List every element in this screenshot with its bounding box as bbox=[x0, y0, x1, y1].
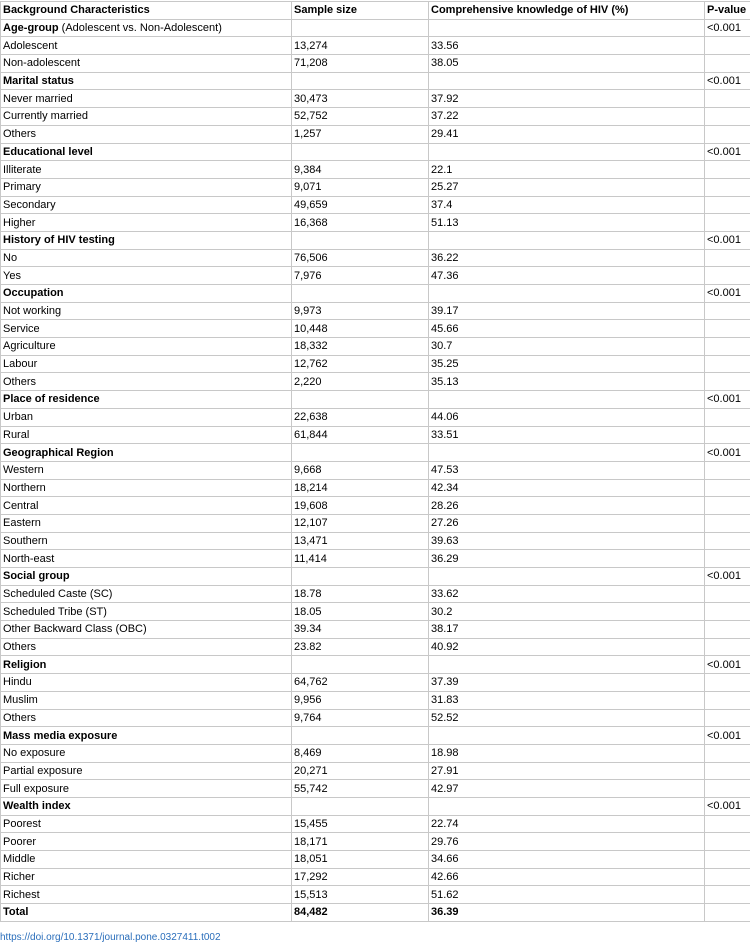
group-header-row bbox=[1, 19, 750, 37]
p-value-cell bbox=[705, 674, 750, 692]
p-value-cell bbox=[705, 214, 750, 232]
knowledge-cell: 51.62 bbox=[429, 886, 705, 904]
table-row bbox=[1, 408, 750, 426]
header-p-value: P-value bbox=[705, 2, 750, 20]
label-cell: Scheduled Tribe (ST) bbox=[1, 603, 292, 621]
sample-size-cell bbox=[292, 72, 429, 90]
label-cell: Adolescent bbox=[1, 37, 292, 55]
label-cell: Total bbox=[1, 904, 292, 922]
sample-size-cell: 9,668 bbox=[292, 461, 429, 479]
sample-size-cell bbox=[292, 19, 429, 37]
sample-size-cell bbox=[292, 444, 429, 462]
knowledge-cell: 40.92 bbox=[429, 638, 705, 656]
p-value-cell bbox=[705, 815, 750, 833]
label-cell: Full exposure bbox=[1, 780, 292, 798]
knowledge-cell: 39.63 bbox=[429, 532, 705, 550]
label-cell: Rural bbox=[1, 426, 292, 444]
table-row bbox=[1, 851, 750, 869]
p-value-cell: <0.001 bbox=[705, 285, 750, 303]
p-value-cell: <0.001 bbox=[705, 231, 750, 249]
label-cell: Yes bbox=[1, 267, 292, 285]
sample-size-cell: 9,973 bbox=[292, 302, 429, 320]
sample-size-cell: 15,513 bbox=[292, 886, 429, 904]
p-value-cell: <0.001 bbox=[705, 19, 750, 37]
p-value-cell bbox=[705, 886, 750, 904]
sample-size-cell: 9,764 bbox=[292, 709, 429, 727]
p-value-cell: <0.001 bbox=[705, 568, 750, 586]
p-value-cell bbox=[705, 408, 750, 426]
doi-link[interactable]: https://doi.org/10.1371/journal.pone.0327411.t002 bbox=[0, 932, 221, 943]
p-value-cell bbox=[705, 90, 750, 108]
group-label-cell bbox=[1, 19, 292, 37]
group-label-cell bbox=[1, 727, 292, 745]
table-row bbox=[1, 497, 750, 515]
p-value-cell bbox=[705, 479, 750, 497]
sample-size-cell: 20,271 bbox=[292, 762, 429, 780]
sample-size-cell: 9,384 bbox=[292, 161, 429, 179]
label-cell: Scheduled Caste (SC) bbox=[1, 585, 292, 603]
label-cell: Primary bbox=[1, 178, 292, 196]
p-value-cell: <0.001 bbox=[705, 797, 750, 815]
label-cell: Higher bbox=[1, 214, 292, 232]
knowledge-cell: 47.36 bbox=[429, 267, 705, 285]
p-value-cell bbox=[705, 178, 750, 196]
label-cell: Middle bbox=[1, 851, 292, 869]
sample-size-cell: 18,051 bbox=[292, 851, 429, 869]
header-sample-size: Sample size bbox=[292, 2, 429, 20]
group-label: Marital status bbox=[3, 75, 74, 88]
p-value-cell bbox=[705, 585, 750, 603]
sample-size-cell: 18.78 bbox=[292, 585, 429, 603]
group-header-row bbox=[1, 231, 750, 249]
group-label: Religion bbox=[3, 658, 47, 671]
knowledge-cell: 37.22 bbox=[429, 108, 705, 126]
sample-size-cell: 30,473 bbox=[292, 90, 429, 108]
sample-size-cell: 64,762 bbox=[292, 674, 429, 692]
table-row bbox=[1, 267, 750, 285]
label-cell: Not working bbox=[1, 302, 292, 320]
sample-size-cell: 18,214 bbox=[292, 479, 429, 497]
knowledge-cell: 30.7 bbox=[429, 338, 705, 356]
sample-size-cell: 2,220 bbox=[292, 373, 429, 391]
sample-size-cell: 15,455 bbox=[292, 815, 429, 833]
group-label: Educational level bbox=[3, 145, 93, 158]
group-label-cell bbox=[1, 231, 292, 249]
sample-size-cell: 9,956 bbox=[292, 691, 429, 709]
knowledge-cell bbox=[429, 444, 705, 462]
sample-size-cell: 7,976 bbox=[292, 267, 429, 285]
knowledge-cell: 51.13 bbox=[429, 214, 705, 232]
sample-size-cell: 49,659 bbox=[292, 196, 429, 214]
p-value-cell bbox=[705, 302, 750, 320]
table-row bbox=[1, 355, 750, 373]
table-row bbox=[1, 55, 750, 73]
group-header-row bbox=[1, 568, 750, 586]
knowledge-cell: 42.66 bbox=[429, 868, 705, 886]
sample-size-cell: 76,506 bbox=[292, 249, 429, 267]
sample-size-cell bbox=[292, 568, 429, 586]
p-value-cell bbox=[705, 550, 750, 568]
group-label: Wealth index bbox=[3, 800, 71, 813]
sample-size-cell: 52,752 bbox=[292, 108, 429, 126]
knowledge-cell: 39.17 bbox=[429, 302, 705, 320]
group-header-row bbox=[1, 285, 750, 303]
table-row bbox=[1, 833, 750, 851]
sample-size-cell: 55,742 bbox=[292, 780, 429, 798]
knowledge-cell: 36.22 bbox=[429, 249, 705, 267]
knowledge-cell: 37.4 bbox=[429, 196, 705, 214]
sample-size-cell: 18,332 bbox=[292, 338, 429, 356]
p-value-cell bbox=[705, 338, 750, 356]
knowledge-cell: 31.83 bbox=[429, 691, 705, 709]
p-value-cell bbox=[705, 320, 750, 338]
sample-size-cell: 1,257 bbox=[292, 125, 429, 143]
knowledge-cell: 38.17 bbox=[429, 621, 705, 639]
p-value-cell bbox=[705, 514, 750, 532]
total-row bbox=[1, 904, 750, 922]
p-value-cell bbox=[705, 355, 750, 373]
knowledge-cell: 33.56 bbox=[429, 37, 705, 55]
sample-size-cell: 13,274 bbox=[292, 37, 429, 55]
label-cell: North-east bbox=[1, 550, 292, 568]
knowledge-cell bbox=[429, 285, 705, 303]
p-value-cell bbox=[705, 125, 750, 143]
label-cell: Labour bbox=[1, 355, 292, 373]
sample-size-cell bbox=[292, 727, 429, 745]
knowledge-cell: 52.52 bbox=[429, 709, 705, 727]
table-row bbox=[1, 90, 750, 108]
table-header-row bbox=[1, 2, 750, 20]
label-cell: Muslim bbox=[1, 691, 292, 709]
knowledge-cell: 42.97 bbox=[429, 780, 705, 798]
p-value-cell bbox=[705, 108, 750, 126]
group-label: Geographical Region bbox=[3, 446, 114, 459]
sample-size-cell: 61,844 bbox=[292, 426, 429, 444]
table-row bbox=[1, 868, 750, 886]
knowledge-cell: 36.39 bbox=[429, 904, 705, 922]
sample-size-cell bbox=[292, 231, 429, 249]
table-row bbox=[1, 514, 750, 532]
sample-size-cell bbox=[292, 391, 429, 409]
p-value-cell: <0.001 bbox=[705, 656, 750, 674]
p-value-cell bbox=[705, 851, 750, 869]
table-row bbox=[1, 108, 750, 126]
knowledge-cell: 42.34 bbox=[429, 479, 705, 497]
p-value-cell bbox=[705, 55, 750, 73]
label-cell: Eastern bbox=[1, 514, 292, 532]
knowledge-cell: 45.66 bbox=[429, 320, 705, 338]
table-row bbox=[1, 815, 750, 833]
table-row bbox=[1, 532, 750, 550]
p-value-cell: <0.001 bbox=[705, 444, 750, 462]
table-row bbox=[1, 178, 750, 196]
label-cell: Richer bbox=[1, 868, 292, 886]
group-label-cell bbox=[1, 72, 292, 90]
label-cell: Partial exposure bbox=[1, 762, 292, 780]
table-row bbox=[1, 320, 750, 338]
p-value-cell bbox=[705, 532, 750, 550]
group-label: History of HIV testing bbox=[3, 234, 115, 247]
p-value-cell bbox=[705, 196, 750, 214]
p-value-cell bbox=[705, 691, 750, 709]
sample-size-cell: 12,107 bbox=[292, 514, 429, 532]
group-label-cell bbox=[1, 444, 292, 462]
group-label: Mass media exposure bbox=[3, 729, 118, 742]
group-header-row bbox=[1, 727, 750, 745]
sample-size-cell bbox=[292, 656, 429, 674]
knowledge-cell: 33.51 bbox=[429, 426, 705, 444]
knowledge-cell: 38.05 bbox=[429, 55, 705, 73]
p-value-cell bbox=[705, 161, 750, 179]
label-cell: Hindu bbox=[1, 674, 292, 692]
p-value-cell bbox=[705, 426, 750, 444]
sample-size-cell: 84,482 bbox=[292, 904, 429, 922]
knowledge-cell bbox=[429, 72, 705, 90]
group-header-row bbox=[1, 797, 750, 815]
table-row bbox=[1, 161, 750, 179]
p-value-cell bbox=[705, 603, 750, 621]
table-row bbox=[1, 550, 750, 568]
sample-size-cell: 13,471 bbox=[292, 532, 429, 550]
label-cell: Never married bbox=[1, 90, 292, 108]
group-note: (Adolescent vs. Non-Adolescent) bbox=[58, 22, 222, 35]
label-cell: Others bbox=[1, 709, 292, 727]
knowledge-cell: 27.26 bbox=[429, 514, 705, 532]
label-cell: Urban bbox=[1, 408, 292, 426]
group-header-row bbox=[1, 656, 750, 674]
p-value-cell: <0.001 bbox=[705, 72, 750, 90]
p-value-cell: <0.001 bbox=[705, 391, 750, 409]
p-value-cell bbox=[705, 780, 750, 798]
group-label-cell bbox=[1, 143, 292, 161]
sample-size-cell bbox=[292, 797, 429, 815]
knowledge-cell: 18.98 bbox=[429, 744, 705, 762]
header-characteristics: Background Characteristics bbox=[1, 2, 292, 20]
knowledge-cell bbox=[429, 797, 705, 815]
label-cell: Service bbox=[1, 320, 292, 338]
knowledge-cell: 35.13 bbox=[429, 373, 705, 391]
table-row bbox=[1, 373, 750, 391]
p-value-cell bbox=[705, 267, 750, 285]
label-cell: Poorer bbox=[1, 833, 292, 851]
label-cell: Illiterate bbox=[1, 161, 292, 179]
label-cell: No exposure bbox=[1, 744, 292, 762]
label-cell: Central bbox=[1, 497, 292, 515]
label-cell: Others bbox=[1, 125, 292, 143]
table-row bbox=[1, 302, 750, 320]
label-cell: Others bbox=[1, 638, 292, 656]
knowledge-cell bbox=[429, 19, 705, 37]
label-cell: Other Backward Class (OBC) bbox=[1, 621, 292, 639]
label-cell: Agriculture bbox=[1, 338, 292, 356]
p-value-cell: <0.001 bbox=[705, 727, 750, 745]
knowledge-cell: 35.25 bbox=[429, 355, 705, 373]
table-row bbox=[1, 338, 750, 356]
group-header-row bbox=[1, 391, 750, 409]
data-table bbox=[0, 1, 750, 922]
table-row bbox=[1, 762, 750, 780]
knowledge-cell: 22.74 bbox=[429, 815, 705, 833]
p-value-cell bbox=[705, 868, 750, 886]
knowledge-cell: 22.1 bbox=[429, 161, 705, 179]
group-label-cell bbox=[1, 797, 292, 815]
sample-size-cell: 22,638 bbox=[292, 408, 429, 426]
table-row bbox=[1, 426, 750, 444]
label-cell: Secondary bbox=[1, 196, 292, 214]
table-row bbox=[1, 691, 750, 709]
label-cell: Northern bbox=[1, 479, 292, 497]
p-value-cell bbox=[705, 621, 750, 639]
sample-size-cell bbox=[292, 285, 429, 303]
table-row bbox=[1, 744, 750, 762]
sample-size-cell: 11,414 bbox=[292, 550, 429, 568]
sample-size-cell: 18,171 bbox=[292, 833, 429, 851]
sample-size-cell: 9,071 bbox=[292, 178, 429, 196]
knowledge-cell: 34.66 bbox=[429, 851, 705, 869]
group-label-cell bbox=[1, 285, 292, 303]
knowledge-cell: 37.92 bbox=[429, 90, 705, 108]
group-label-cell bbox=[1, 568, 292, 586]
sample-size-cell: 19,608 bbox=[292, 497, 429, 515]
knowledge-cell: 27.91 bbox=[429, 762, 705, 780]
label-cell: Western bbox=[1, 461, 292, 479]
header-knowledge: Comprehensive knowledge of HIV (%) bbox=[429, 2, 705, 20]
group-label: Social group bbox=[3, 570, 70, 583]
table-row bbox=[1, 638, 750, 656]
p-value-cell bbox=[705, 709, 750, 727]
table-row bbox=[1, 196, 750, 214]
knowledge-cell: 30.2 bbox=[429, 603, 705, 621]
sample-size-cell: 12,762 bbox=[292, 355, 429, 373]
table-row bbox=[1, 249, 750, 267]
p-value-cell bbox=[705, 904, 750, 922]
table-row bbox=[1, 214, 750, 232]
group-header-row bbox=[1, 72, 750, 90]
knowledge-cell bbox=[429, 231, 705, 249]
label-cell: Poorest bbox=[1, 815, 292, 833]
knowledge-cell: 47.53 bbox=[429, 461, 705, 479]
table-row bbox=[1, 37, 750, 55]
knowledge-cell: 29.76 bbox=[429, 833, 705, 851]
p-value-cell bbox=[705, 762, 750, 780]
knowledge-cell: 28.26 bbox=[429, 497, 705, 515]
knowledge-cell bbox=[429, 568, 705, 586]
sample-size-cell: 71,208 bbox=[292, 55, 429, 73]
group-label: Place of residence bbox=[3, 393, 100, 406]
table-row bbox=[1, 603, 750, 621]
label-cell: Non-adolescent bbox=[1, 55, 292, 73]
sample-size-cell: 18.05 bbox=[292, 603, 429, 621]
sample-size-cell: 17,292 bbox=[292, 868, 429, 886]
table-body bbox=[1, 19, 750, 921]
p-value-cell bbox=[705, 497, 750, 515]
p-value-cell bbox=[705, 744, 750, 762]
table-row bbox=[1, 780, 750, 798]
group-header-row bbox=[1, 444, 750, 462]
sample-size-cell: 8,469 bbox=[292, 744, 429, 762]
label-cell: Southern bbox=[1, 532, 292, 550]
table-row bbox=[1, 461, 750, 479]
group-header-row bbox=[1, 143, 750, 161]
sample-size-cell: 39.34 bbox=[292, 621, 429, 639]
table-row bbox=[1, 479, 750, 497]
knowledge-cell bbox=[429, 656, 705, 674]
table-row bbox=[1, 886, 750, 904]
knowledge-cell: 25.27 bbox=[429, 178, 705, 196]
table-row bbox=[1, 709, 750, 727]
label-cell: No bbox=[1, 249, 292, 267]
p-value-cell bbox=[705, 833, 750, 851]
p-value-cell: <0.001 bbox=[705, 143, 750, 161]
knowledge-cell: 29.41 bbox=[429, 125, 705, 143]
knowledge-cell bbox=[429, 727, 705, 745]
label-cell: Currently married bbox=[1, 108, 292, 126]
label-cell: Richest bbox=[1, 886, 292, 904]
p-value-cell bbox=[705, 37, 750, 55]
table-row bbox=[1, 674, 750, 692]
group-label: Occupation bbox=[3, 287, 64, 300]
knowledge-cell: 33.62 bbox=[429, 585, 705, 603]
knowledge-cell bbox=[429, 391, 705, 409]
table-row bbox=[1, 621, 750, 639]
table-row bbox=[1, 125, 750, 143]
knowledge-cell: 44.06 bbox=[429, 408, 705, 426]
p-value-cell bbox=[705, 249, 750, 267]
group-label-cell bbox=[1, 391, 292, 409]
label-cell: Others bbox=[1, 373, 292, 391]
p-value-cell bbox=[705, 373, 750, 391]
sample-size-cell bbox=[292, 143, 429, 161]
sample-size-cell: 23.82 bbox=[292, 638, 429, 656]
sample-size-cell: 16,368 bbox=[292, 214, 429, 232]
sample-size-cell: 10,448 bbox=[292, 320, 429, 338]
knowledge-cell: 36.29 bbox=[429, 550, 705, 568]
knowledge-cell: 37.39 bbox=[429, 674, 705, 692]
p-value-cell bbox=[705, 638, 750, 656]
group-label-cell bbox=[1, 656, 292, 674]
p-value-cell bbox=[705, 461, 750, 479]
group-label: Age-group bbox=[3, 22, 59, 35]
knowledge-cell bbox=[429, 143, 705, 161]
table-row bbox=[1, 585, 750, 603]
